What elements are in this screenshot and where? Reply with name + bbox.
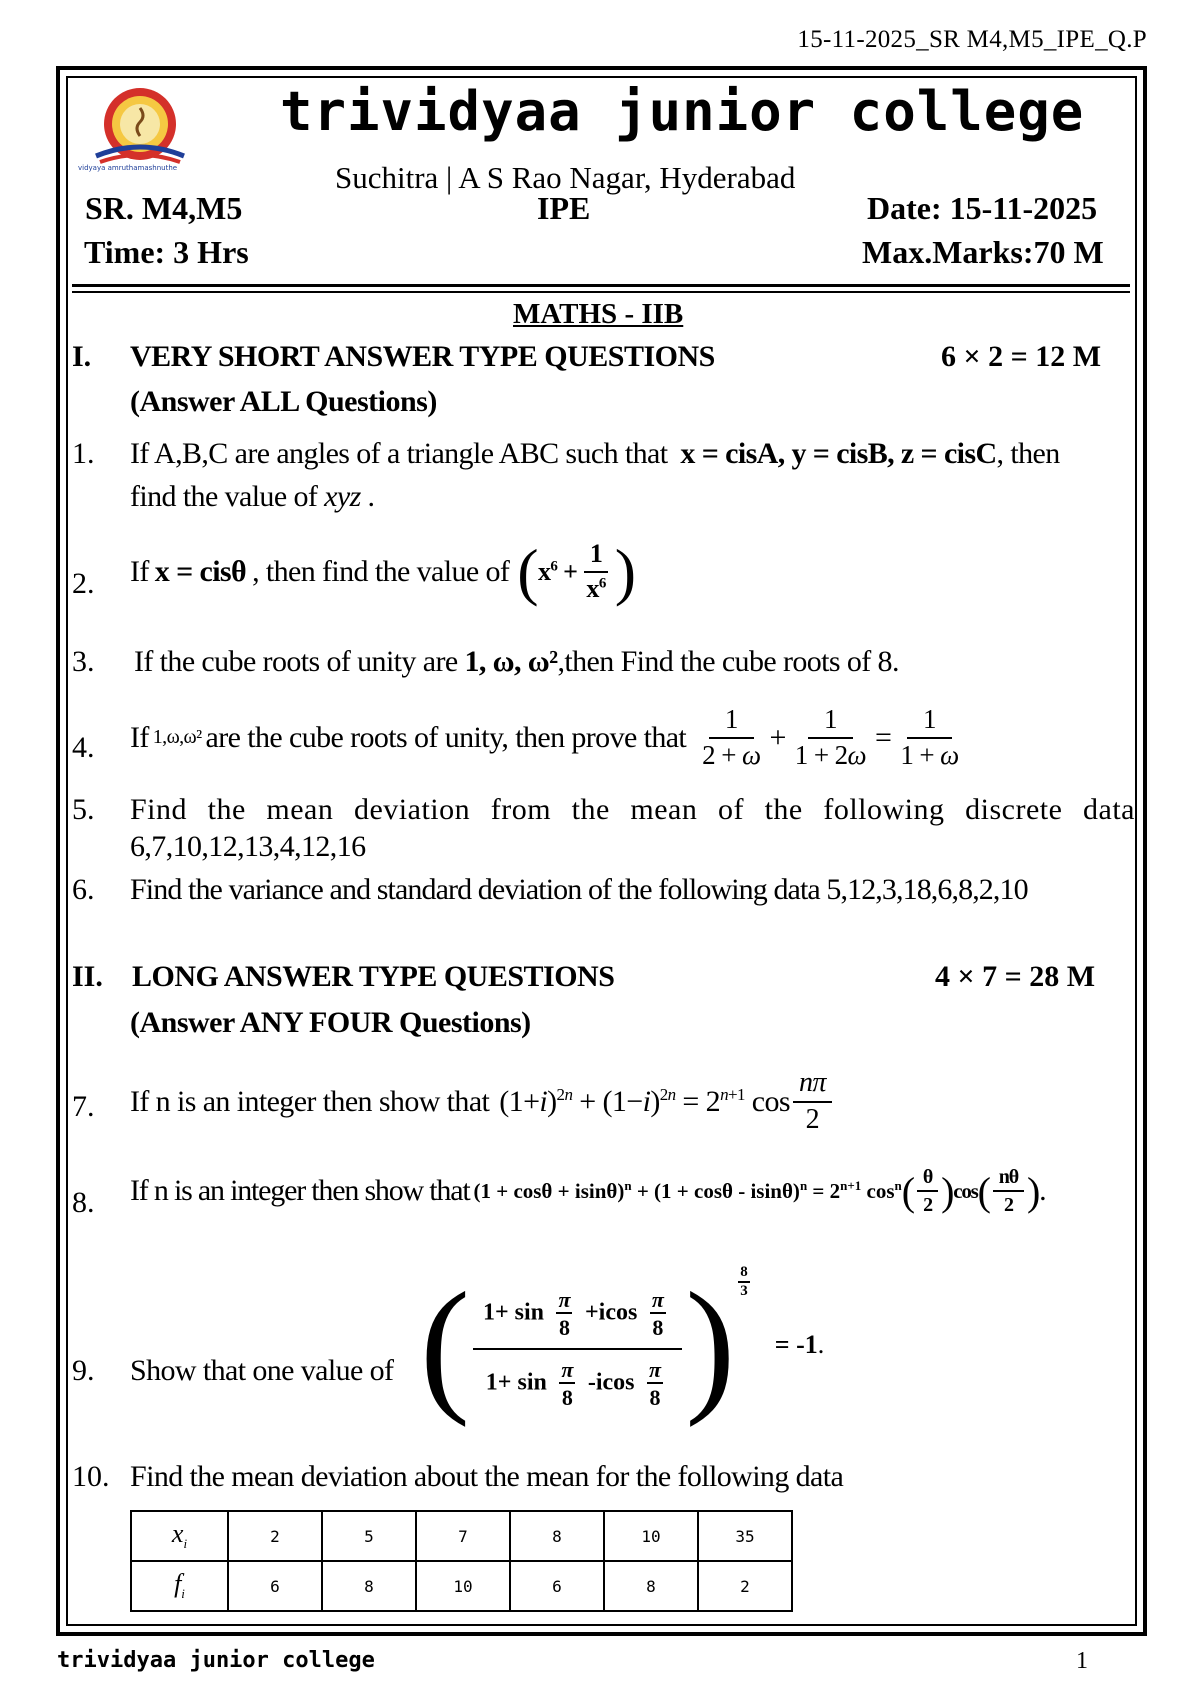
table-header-x: $x_i$	[131, 1511, 228, 1561]
question-number-6: 6.	[72, 873, 95, 906]
max-marks: Max.Marks:70 M	[862, 234, 1104, 270]
table-row-f	[131, 1561, 792, 1611]
section-1-number: I.	[72, 340, 92, 373]
table-cell: 6	[228, 1561, 322, 1611]
college-address: Suchitra | A S Rao Nagar, Hyderabad	[335, 160, 796, 195]
q3-math: 1, ω, ω²	[464, 645, 558, 678]
college-logo	[76, 84, 204, 178]
question-4: If 1,ω,ω² are the cube roots of unity, then prove that $\frac{1}{2 + \omega}$ + $\frac{1}{1 + 2\omega}$ = $\frac{1}{1 + \omega}$	[130, 704, 959, 770]
section-1-instruction: (Answer ALL Questions)	[130, 385, 437, 418]
question-number-5: 5.	[72, 793, 95, 826]
q7-text-a: If n is an integer then show that	[130, 1084, 490, 1118]
question-number-3: 3.	[72, 645, 95, 678]
q4-text-a: If	[130, 720, 149, 754]
question-6: Find the variance and standard deviation of the following data 5,12,3,18,6,8,2,10	[130, 873, 1028, 906]
question-2: If x = cisθ , then find the value of ( $x^6$ + $\frac{1}{x^6}$ )	[130, 536, 636, 607]
table-cell: 2	[698, 1561, 792, 1611]
question-number-9: 9.	[72, 1354, 95, 1387]
question-8: If n is an integer then show that $(1 + \cos\theta + isin\theta)^n + (1 + \cos\theta - isin\theta)^n = 2^{n+1}$ $\cos^n$ ( $\frac{\theta}{2}$ ) cos ( $\frac{n\theta}{2}$ ) .	[130, 1166, 1046, 1216]
question-1-line2: find the value of xyz .	[130, 480, 375, 513]
question-number-2: 2.	[72, 567, 95, 600]
section-2-marks: 4 × 7 = 28 M	[935, 960, 1096, 993]
section-2-title: LONG ANSWER TYPE QUESTIONS	[132, 960, 615, 993]
table-cell: 8	[322, 1561, 416, 1611]
question-number-7: 7.	[72, 1090, 95, 1123]
exam-time: Time: 3 Hrs	[84, 234, 249, 270]
q1-text-a: If A,B,C are angles of a triangle ABC such that	[130, 437, 668, 470]
question-9-text: Show that one value of	[130, 1354, 394, 1387]
subject-title: MATHS - IIB	[513, 298, 684, 330]
q4-text-b: are the cube roots of unity, then prove that	[205, 720, 687, 754]
table-cell: 10	[416, 1561, 510, 1611]
q4-math: 1,ω,ω²	[152, 726, 202, 749]
question-7: If n is an integer then show that $(1+i)^{2n} + (1-i)^{2n} = 2^{n+1}$ cos $\frac{n\pi}{2}$	[130, 1068, 835, 1136]
q3-text-a: If the cube roots of unity are	[134, 645, 458, 678]
q2-text-a: If	[130, 555, 149, 588]
table-cell: 35	[698, 1511, 792, 1561]
header-divider	[72, 284, 1130, 287]
q1-math: x = cisA, y = cisB, z = cisC	[680, 437, 997, 470]
exam-date: Date: 15-11-2025	[867, 190, 1098, 226]
college-name: trividyaa junior college	[280, 80, 1085, 143]
table-row-x	[131, 1511, 792, 1561]
footer-college-name: trividyaa junior college	[57, 1648, 375, 1673]
question-10: Find the mean deviation about the mean for the following data	[130, 1460, 844, 1493]
table-cell: 6	[510, 1561, 604, 1611]
q1-text-b: , then	[996, 437, 1060, 470]
class-label: SR. M4,M5	[85, 190, 243, 226]
section-1-title: VERY SHORT ANSWER TYPE QUESTIONS	[130, 340, 715, 373]
question-number-8: 8.	[72, 1186, 95, 1219]
question-9-expression: ( 1+ sin $\frac{\pi}{8}$ +icos $\frac{\pi}{8}$ 1+ sin $\frac{\pi}{8}$ -icos $\frac{\pi}{8}$ ) $\frac{8}{3}$ = -1 .	[420, 1262, 825, 1428]
section-2-number: II.	[72, 960, 103, 993]
question-number-10: 10.	[72, 1460, 110, 1493]
section-2-instruction: (Answer ANY FOUR Questions)	[130, 1006, 531, 1039]
question-number-1: 1.	[72, 437, 95, 470]
question-number-4: 4.	[72, 731, 95, 764]
question-5-data: 6,7,10,12,13,4,12,16	[130, 830, 366, 863]
q1-variable: xyz	[324, 480, 361, 513]
frequency-table	[130, 1510, 793, 1612]
q3-text-b: ,then Find the cube roots of 8.	[557, 645, 899, 678]
table-cell: 5	[322, 1511, 416, 1561]
table-cell: 8	[510, 1511, 604, 1561]
document-reference: 15-11-2025_SR M4,M5_IPE_Q.P	[797, 26, 1147, 53]
q8-text-a: If n is an integer then show that	[130, 1174, 470, 1207]
q1-text-c: find the value of	[130, 480, 318, 513]
table-header-f: $f_i$	[131, 1561, 228, 1611]
section-1-marks: 6 × 2 = 12 M	[941, 340, 1102, 373]
table-cell: 10	[604, 1511, 698, 1561]
question-5-line1: Find the mean deviation from the mean of the following discrete data	[130, 793, 1135, 826]
q2-math: x = cisθ	[154, 555, 247, 588]
table-cell: 2	[228, 1511, 322, 1561]
header-divider-thin	[72, 291, 1130, 293]
table-cell: 7	[416, 1511, 510, 1561]
question-1-line1	[130, 437, 1060, 471]
logo-tagline: vidyaya amruthamashnuthe	[78, 164, 178, 172]
page-number: 1	[1076, 1648, 1088, 1674]
question-3	[134, 645, 899, 679]
exam-label: IPE	[537, 190, 591, 226]
table-cell: 8	[604, 1561, 698, 1611]
q2-text-b: , then find the value of	[252, 555, 510, 588]
